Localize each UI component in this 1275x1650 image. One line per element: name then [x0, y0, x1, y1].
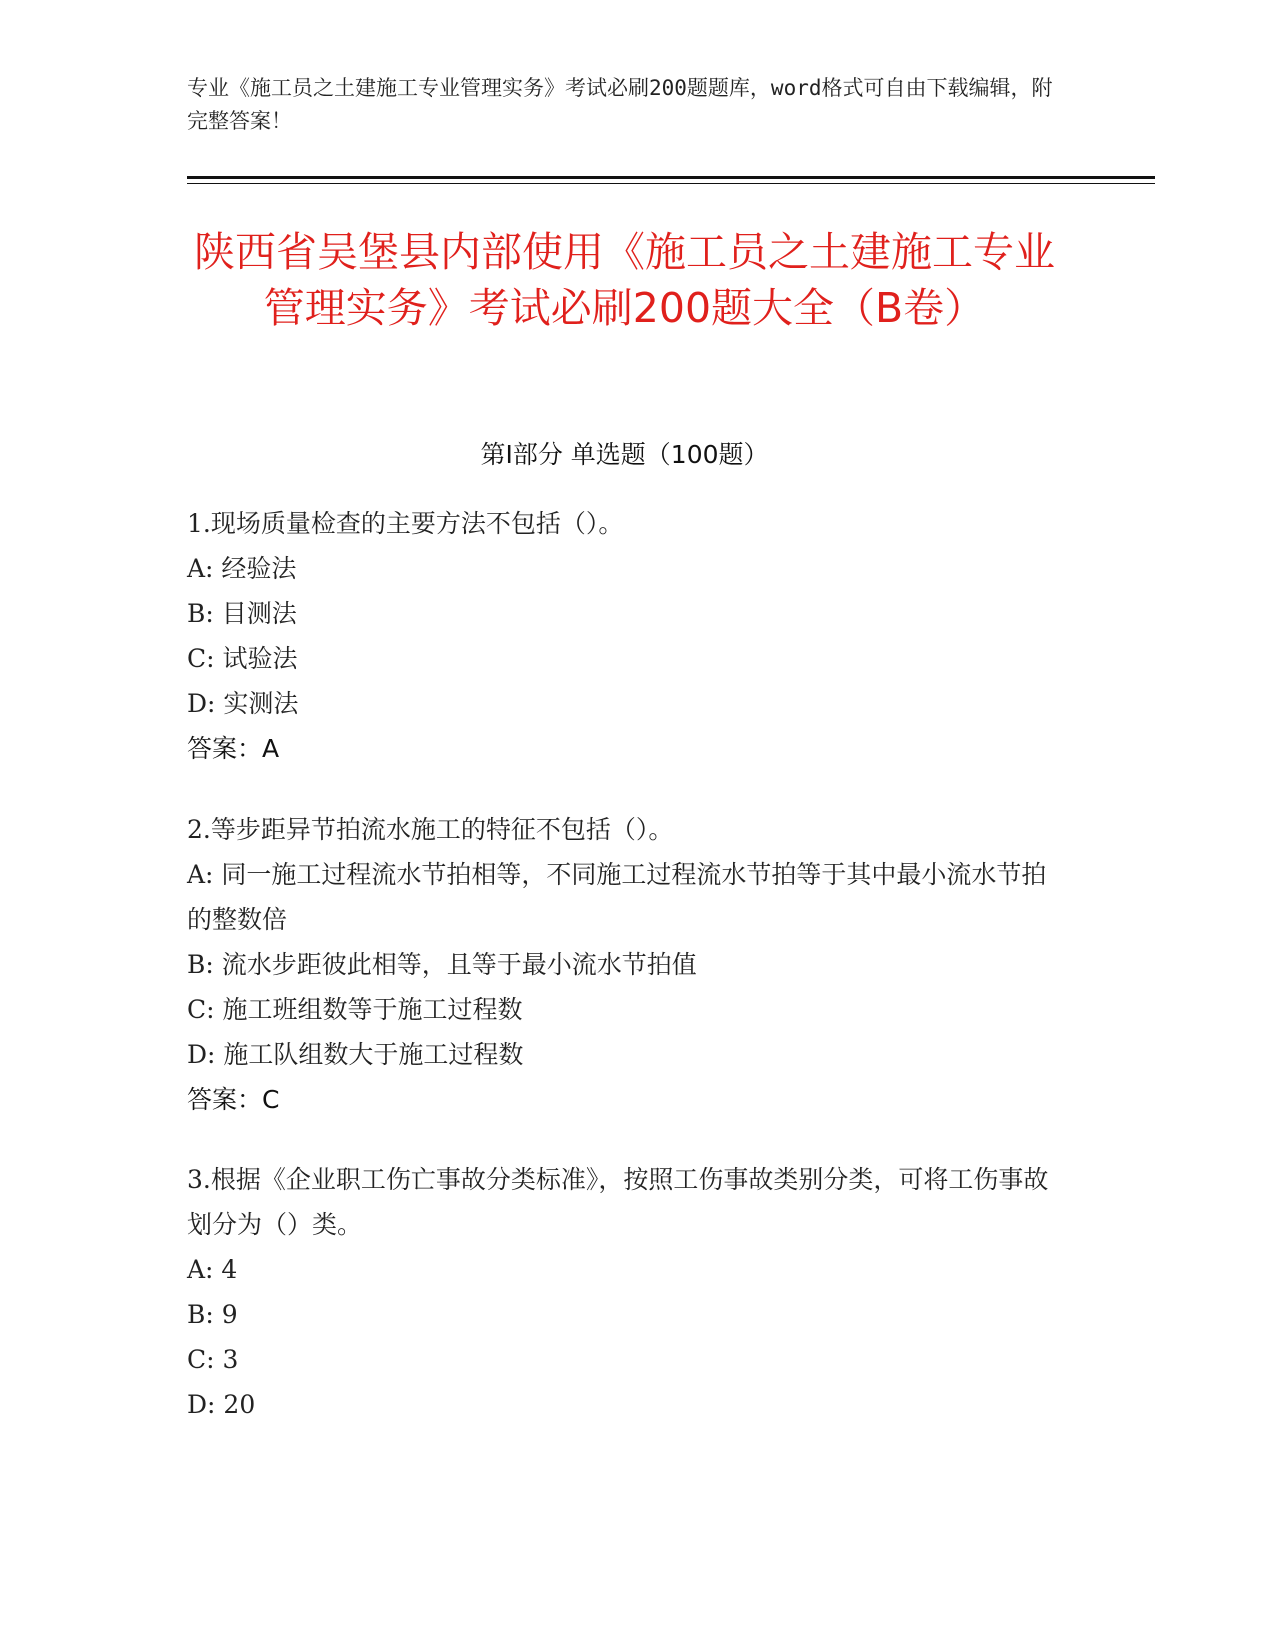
section-heading: 第I部分 单选题（100题）: [480, 440, 769, 469]
option-c: C: 试验法: [187, 644, 298, 673]
option-b: B: 流水步距彼此相等，且等于最小流水节拍值: [187, 950, 697, 979]
option-a: A: 4: [187, 1255, 238, 1284]
question-stem: 2.等步距异节拍流水施工的特征不包括（）。: [187, 815, 674, 844]
option-c: C: 3: [187, 1345, 239, 1374]
option-a: A: 经验法: [187, 554, 297, 583]
question-2: [187, 807, 1067, 1122]
header-note: 专业《施工员之土建施工专业管理实务》考试必刷200题题库，word格式可自由下载编辑，附完整答案！: [187, 76, 1053, 133]
question-3: [187, 1157, 1067, 1427]
answer: 答案：A: [187, 734, 280, 763]
document-title: 陕西省吴堡县内部使用《施工员之土建施工专业管理实务》考试必刷200题大全（B卷）: [194, 228, 1055, 332]
header-divider-thin: [187, 183, 1155, 184]
question-stem: 1.现场质量检查的主要方法不包括（）。: [187, 509, 624, 538]
option-b: B: 9: [187, 1300, 238, 1329]
option-d: D: 施工队组数大于施工过程数: [187, 1040, 524, 1069]
option-d: D: 20: [187, 1390, 256, 1419]
header-divider-thick: [187, 176, 1155, 179]
option-d: D: 实测法: [187, 689, 299, 718]
option-c: C: 施工班组数等于施工过程数: [187, 995, 523, 1024]
answer: 答案：C: [187, 1085, 280, 1114]
option-b: B: 目测法: [187, 599, 297, 628]
option-a: A: 同一施工过程流水节拍相等，不同施工过程流水节拍等于其中最小流水节拍的整数倍: [187, 860, 1047, 934]
question-stem: 3.根据《企业职工伤亡事故分类标准》，按照工伤事故类别分类，可将工伤事故划分为（）类。: [187, 1165, 1049, 1239]
question-1: [187, 501, 1067, 771]
